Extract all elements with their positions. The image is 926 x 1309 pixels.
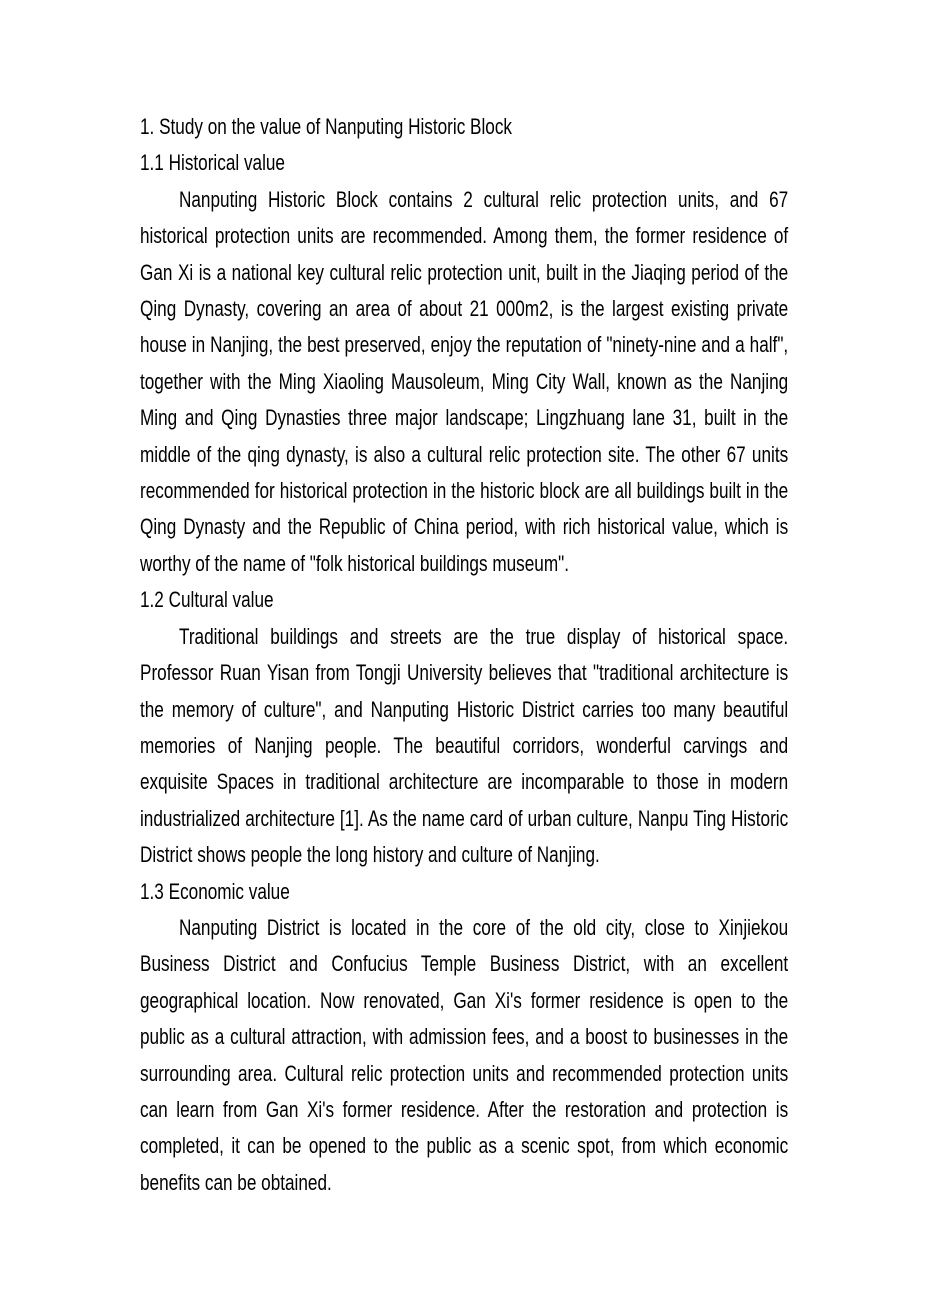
paragraph-historical-value: Nanputing Historic Block contains 2 cultural relic protection units, and 67 historical protection units are recommended. Among them, the former residence of Gan Xi is a national key cultural relic protection unit, built in the Jiaqing period of the Qing Dynasty, covering an area of about 21 000m2, is the largest existing private house in Nanjing, the best preserved, enjoy the reputation of "ninety-nine and a half", together with the Ming Xiaoling Mausoleum, Ming City Wall, known as the Nanjing Ming and Qing Dynasties three major landscape; Lingzhuang lane 31, built in the middle of the qing dynasty, is also a cultural relic protection site. The other 67 units recommended for historical protection in the historic block are all buildings built in the Qing Dynasty and the Republic of China period, with rich historical value, which is worthy of the name of "folk historical buildings museum". [140, 186, 789, 576]
paragraph-economic-value: Nanputing District is located in the core of the old city, close to Xinjiekou Business District and Confucius Temple Business District, with an excellent geographical location. Now renovated, Gan Xi's former residence is open to the public as a cultural attraction, with admission fees, and a boost to businesses in the surrounding area. Cultural relic protection units and recommended protection units can learn from Gan Xi's former residence. After the restoration and protection is completed, it can be opened to the public as a scenic spot, from which economic benefits can be obtained. [140, 914, 789, 1195]
section-heading-historical-value: 1.1 Historical value [140, 150, 285, 176]
paragraph-cultural-value: Traditional buildings and streets are the true display of historical space. Professor Ruan Yisan from Tongji University believes that "traditional architecture is the memory of culture", and Nanputing Historic District carries too many beautiful memories of Nanjing people. The beautiful corridors, wonderful carvings and exquisite Spaces in traditional architecture are incomparable to those in modern industrialized architecture [1]. As the name card of urban culture, Nanpu Ting Historic District shows people the long history and culture of Nanjing. [140, 623, 789, 868]
section-heading-cultural-value: 1.2 Cultural value [140, 587, 274, 613]
main-heading: 1. Study on the value of Nanputing Historic Block [140, 114, 513, 139]
document-text-block [140, 109, 788, 1201]
section-heading-economic-value: 1.3 Economic value [140, 878, 290, 904]
